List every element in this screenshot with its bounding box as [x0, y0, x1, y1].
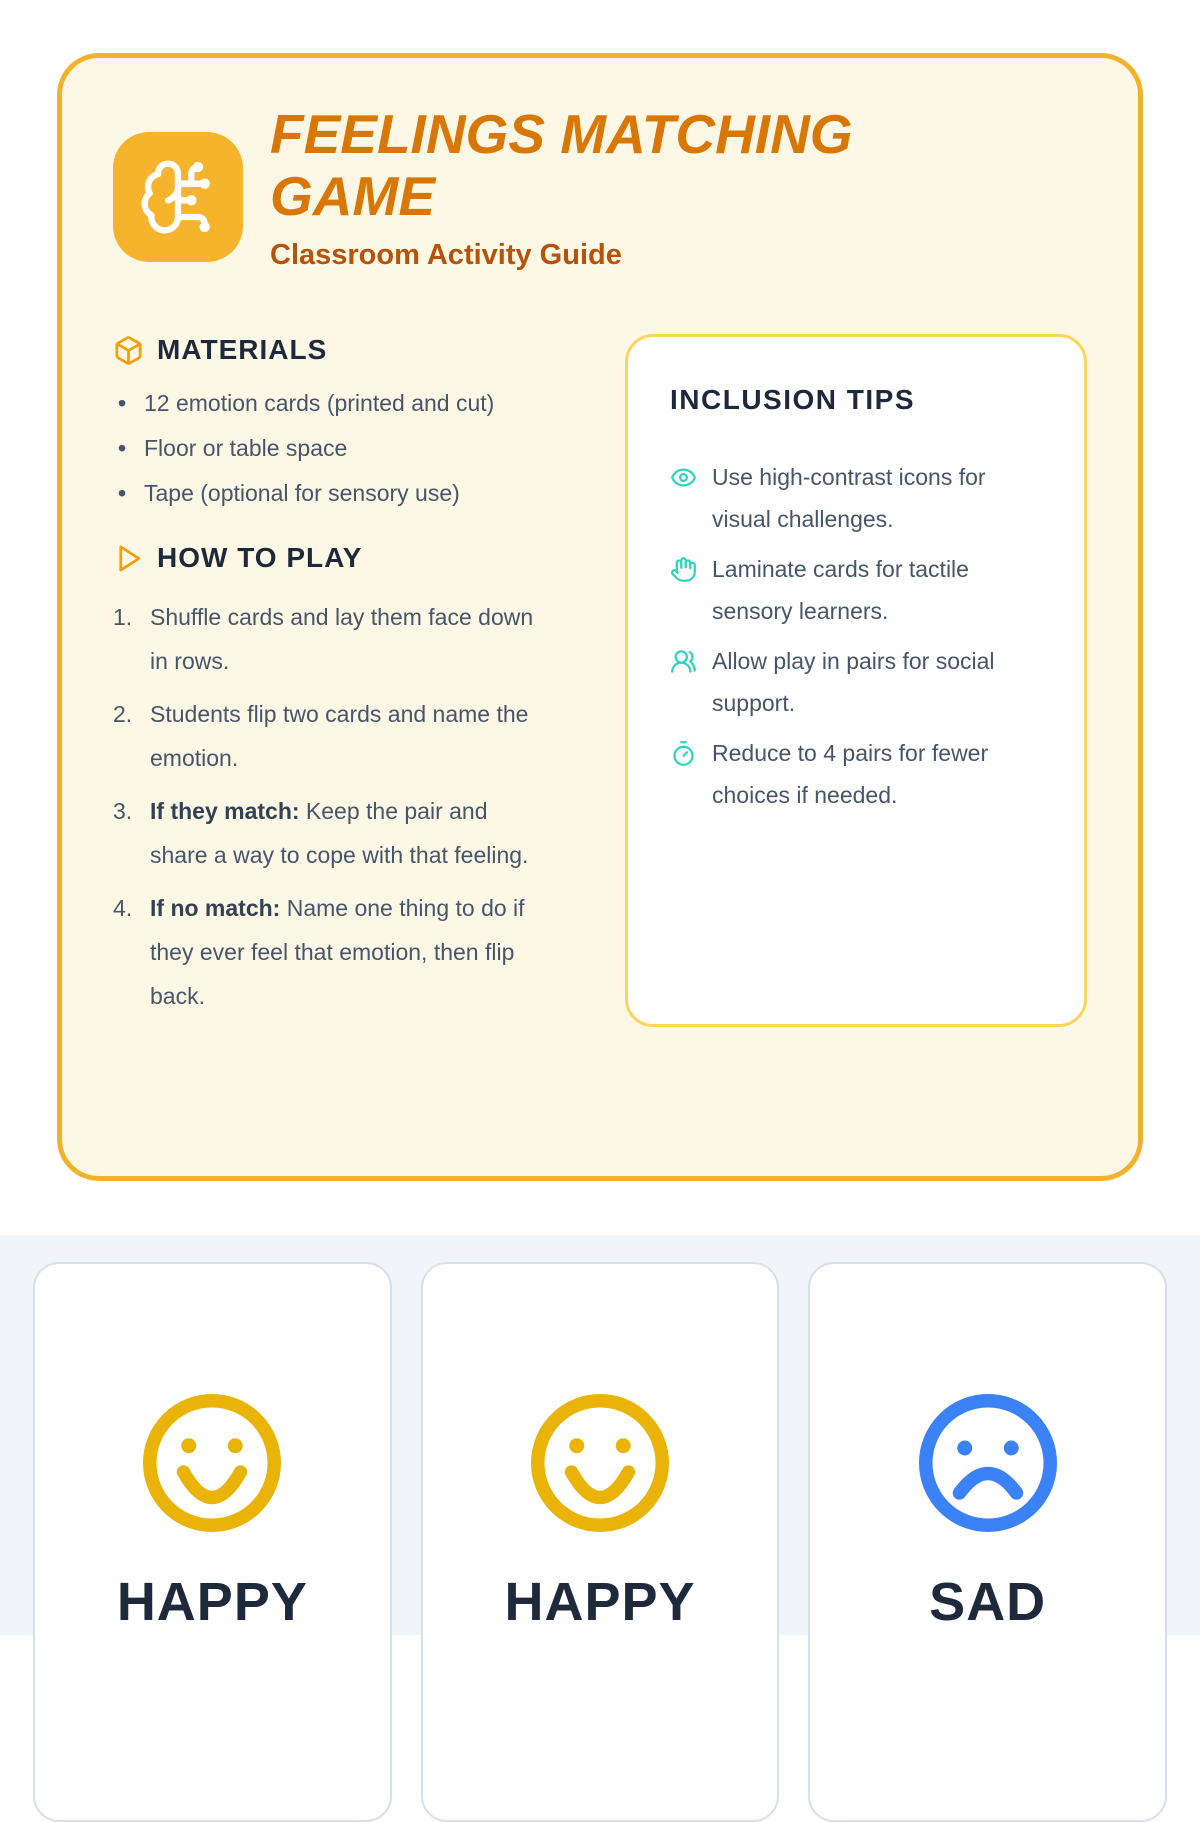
materials-list	[113, 381, 513, 516]
emotion-card-label: HAPPY	[116, 1572, 308, 1632]
title-block	[270, 103, 853, 272]
inclusion-tips-heading: INCLUSION TIPS	[670, 384, 916, 416]
list-item: • 12 emotion cards (printed and cut)	[113, 381, 513, 426]
materials-heading	[113, 334, 589, 366]
step-item: Students flip two cards and name the emotion.	[150, 701, 529, 772]
emotion-cards-row	[0, 1235, 1200, 1635]
step-item: If no match: Name one thing to do if they ever feel that emotion, then flip back.	[150, 895, 525, 1010]
list-item: • Tape (optional for sensory use)	[113, 471, 513, 516]
happy-face-icon	[525, 1388, 675, 1538]
page-title-line-2: GAME	[270, 165, 435, 228]
tip-text: Reduce to 4 pairs for fewer choices if needed.	[712, 740, 989, 809]
emotion-card-happy-1	[33, 1262, 392, 1822]
tip-text: Laminate cards for tactile sensory learners.	[712, 556, 969, 625]
eye-icon	[670, 464, 697, 540]
users-icon	[670, 648, 697, 724]
tip-item	[670, 732, 1046, 816]
how-to-play-heading-label: HOW TO PLAY	[157, 542, 363, 574]
inclusion-tips-panel	[625, 334, 1087, 1027]
sad-face-icon	[913, 1388, 1063, 1538]
emotion-card-happy-2	[421, 1262, 780, 1822]
package-icon	[113, 335, 144, 366]
how-to-play-heading	[113, 542, 589, 574]
happy-face-icon	[137, 1388, 287, 1538]
tip-item	[670, 640, 1046, 724]
step-item: If they match: Keep the pair and share a way to cope with that feeling.	[150, 798, 529, 869]
emotion-card-label: HAPPY	[504, 1572, 696, 1632]
tip-text: Allow play in pairs for social support.	[712, 648, 995, 717]
header	[113, 103, 1087, 272]
activity-guide-card	[57, 53, 1143, 1181]
tip-item	[670, 456, 1046, 540]
brain-circuit-icon	[113, 132, 243, 262]
hand-icon	[670, 556, 697, 632]
content-columns	[113, 334, 1087, 1027]
tip-text: Use high-contrast icons for visual challenges.	[712, 464, 986, 533]
page-subtitle: Classroom Activity Guide	[270, 239, 622, 272]
timer-icon	[670, 740, 697, 816]
tip-item	[670, 548, 1046, 632]
page-title	[270, 103, 853, 227]
play-icon	[113, 543, 144, 574]
how-to-play-steps	[113, 595, 535, 1018]
left-column	[113, 334, 589, 1027]
emotion-card-sad	[808, 1262, 1167, 1822]
step-item: Shuffle cards and lay them face down in rows.	[150, 604, 534, 675]
activity-guide-page	[0, 53, 1200, 1653]
page-title-line-1: FEELINGS MATCHING	[270, 103, 853, 165]
list-item: • Floor or table space	[113, 426, 513, 471]
emotion-card-label: SAD	[929, 1572, 1047, 1632]
materials-heading-label: MATERIALS	[157, 334, 328, 366]
